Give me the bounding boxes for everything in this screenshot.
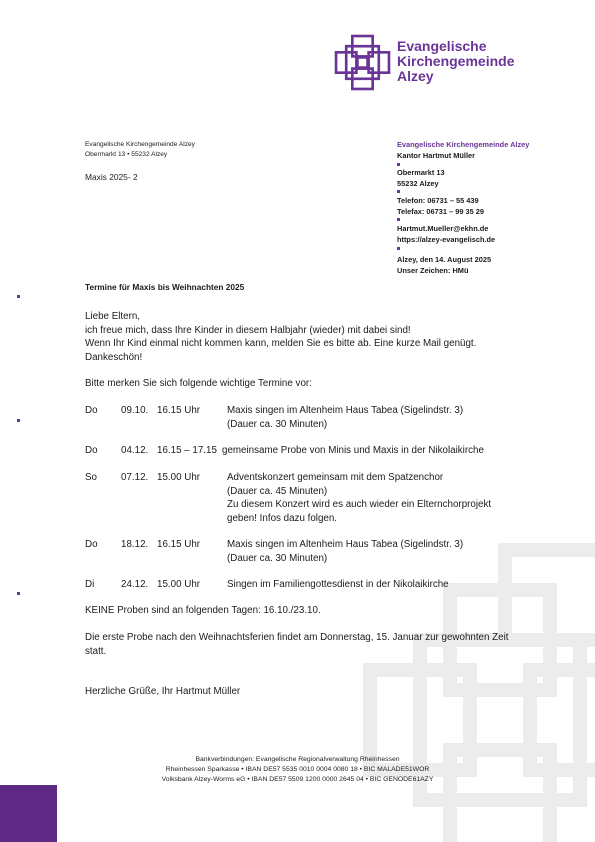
event-date: 07.12. bbox=[121, 472, 149, 483]
intro-line: ich freue mich, dass Ihre Kinder in diesem Halbjahr (wieder) mit dabei sind! bbox=[85, 324, 411, 336]
event-description bbox=[227, 538, 463, 565]
bank-account-line: Rheinhessen Sparkasse • IBAN DE57 5535 0010 0004 0080 18 • BIC MALADE51WOR bbox=[165, 766, 430, 773]
contact-name: Kantor Hartmut Müller bbox=[397, 151, 476, 160]
event-description bbox=[227, 578, 449, 592]
event-date: 18.12. bbox=[121, 539, 149, 550]
event-day: So bbox=[85, 472, 97, 483]
event-date: 09.10. bbox=[121, 405, 149, 416]
event-description-line: Adventskonzert gemeinsam mit dem Spatzenchor bbox=[227, 472, 444, 483]
event-description bbox=[227, 471, 491, 525]
event-day: Do bbox=[85, 445, 98, 456]
bank-account-line: Volksbank Alzey-Worms eG • IBAN DE57 5509 1200 0000 2645 04 • BIC GENODE61AZY bbox=[161, 776, 434, 783]
sender-name: Evangelische Kirchengemeinde Alzey bbox=[85, 141, 195, 148]
note-line: Die erste Probe nach den Weihnachtsferien findet am Donnerstag, 15. Januar zur gewohnten Zeit bbox=[85, 632, 509, 643]
event-description-line: (Dauer ca. 30 Minuten) bbox=[227, 418, 328, 430]
event-time: 16.15 Uhr bbox=[157, 539, 201, 550]
contact-block bbox=[397, 0, 587, 290]
intro-line: Dankeschön! bbox=[85, 351, 143, 363]
event-day: Do bbox=[85, 539, 98, 550]
contact-street: Obermarkt 13 bbox=[397, 168, 445, 177]
fold-mark bbox=[17, 295, 20, 298]
event-description-line: Maxis singen im Altenheim Haus Tabea (Sigelindstr. 3) bbox=[227, 539, 464, 550]
intro-paragraph bbox=[85, 324, 476, 365]
sender-street: Obermarkt 13 • 55232 Alzey bbox=[85, 151, 168, 158]
event-description bbox=[227, 404, 463, 431]
church-logo-icon bbox=[334, 34, 391, 91]
event-day: Do bbox=[85, 405, 98, 416]
event-description-line: geben! Infos dazu folgen. bbox=[227, 512, 338, 524]
fold-mark bbox=[17, 419, 20, 422]
event-description-line: (Dauer ca. 30 Minuten) bbox=[227, 552, 328, 564]
event-description-line: Zu diesem Konzert wird es auch wieder ein Elternchorprojekt bbox=[227, 499, 492, 510]
event-description-line: Singen im Familiengottesdienst in der Nikolaikirche bbox=[227, 579, 449, 590]
event-description bbox=[222, 444, 484, 458]
event-time: 15.00 Uhr bbox=[157, 579, 201, 590]
fold-mark bbox=[17, 592, 20, 595]
greeting: Liebe Eltern, bbox=[85, 311, 141, 322]
contact-city: 55232 Alzey bbox=[397, 179, 439, 188]
event-time: 16.15 – 17.15 bbox=[157, 445, 217, 456]
logo-line: Alzey bbox=[397, 68, 434, 84]
letter-subject: Termine für Maxis bis Weihnachten 2025 bbox=[85, 282, 245, 292]
contact-fax: Telefax: 06731 – 99 35 29 bbox=[397, 207, 484, 216]
logo-line: Evangelische bbox=[397, 38, 487, 54]
event-description-line: (Dauer ca. 45 Minuten) bbox=[227, 485, 328, 497]
bank-details-title: Bankverbindungen: Evangelische Regionalverwaltung Rheinhessen bbox=[195, 756, 400, 763]
sender-address bbox=[85, 140, 195, 160]
event-date: 04.12. bbox=[121, 445, 149, 456]
no-rehearsal-note: KEINE Proben sind an folgenden Tagen: 16.10./23.10. bbox=[85, 605, 321, 616]
event-description-line: Maxis singen im Altenheim Haus Tabea (Sigelindstr. 3) bbox=[227, 405, 464, 416]
closing-signature: Herzliche Grüße, Ihr Hartmut Müller bbox=[85, 686, 241, 697]
letter-reference: Maxis 2025- 2 bbox=[85, 172, 138, 182]
separator-bullet bbox=[397, 218, 400, 221]
website-link[interactable]: https://alzey-evangelisch.de bbox=[397, 235, 496, 244]
logo-line: Kirchengemeinde bbox=[397, 53, 515, 69]
events-intro: Bitte merken Sie sich folgende wichtige Termine vor: bbox=[85, 378, 312, 389]
event-description-line: gemeinsame Probe von Minis und Maxis in der Nikolaikirche bbox=[222, 445, 484, 456]
footer-accent-block bbox=[0, 785, 57, 842]
after-holidays-note bbox=[85, 631, 509, 658]
email-link[interactable]: Hartmut.Mueller@ekhn.de bbox=[397, 224, 489, 233]
contact-phone: Telefon: 06731 – 55 439 bbox=[397, 196, 479, 205]
letter-date: Alzey, den 14. August 2025 bbox=[397, 255, 492, 264]
separator-bullet bbox=[397, 247, 400, 250]
event-time: 15.00 Uhr bbox=[157, 472, 201, 483]
our-reference: Unser Zeichen: HMü bbox=[397, 266, 469, 275]
bank-details-footer bbox=[0, 755, 595, 785]
event-day: Di bbox=[85, 579, 95, 590]
note-line: statt. bbox=[85, 645, 107, 657]
contact-organization: Evangelische Kirchengemeinde Alzey bbox=[397, 140, 530, 149]
separator-bullet bbox=[397, 163, 400, 166]
event-date: 24.12. bbox=[121, 579, 149, 590]
separator-bullet bbox=[397, 190, 400, 193]
event-time: 16.15 Uhr bbox=[157, 405, 201, 416]
intro-line: Wenn Ihr Kind einmal nicht kommen kann, melden Sie es bitte ab. Eine kurze Mail genügt. bbox=[85, 338, 477, 349]
